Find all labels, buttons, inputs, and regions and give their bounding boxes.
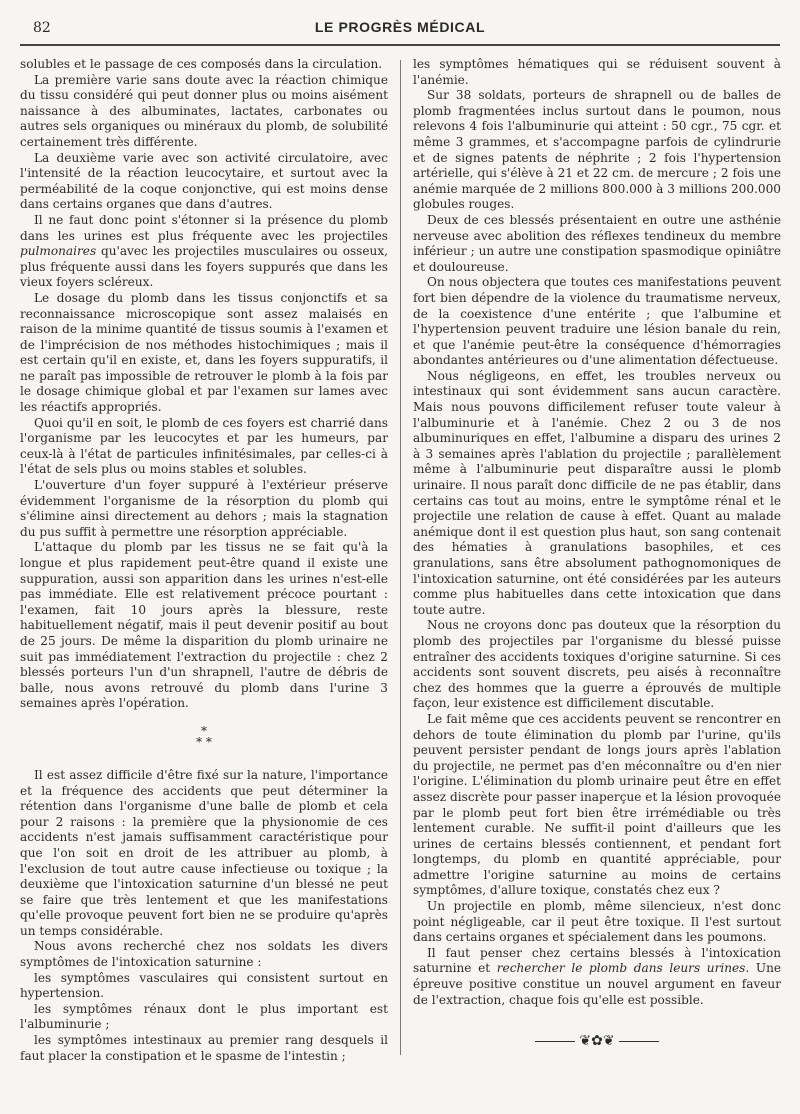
asterisk-top: *: [201, 723, 207, 738]
text-run: Une épreuve positive constitue un nouvel argument en faveur de l'extraction, chaque fois qu'elle est possible.: [413, 961, 782, 1007]
paragraph: On nous objectera que toutes ces manifestations peuvent fort bien dépendre de la violence du traumatisme nerveux, de la coexistence d'une entérite ; que l'albumine et l'hypertension peuvent traduire une lésion banale du rein, et que l'anémie peut-être la conséquence d'hémorragies abondantes antérieures ou d'une alimentation défectueuse.: [413, 275, 781, 368]
italic-emphasis: rechercher le plomb dans leurs urines.: [496, 961, 750, 976]
fleuron-icon: ❦✿❦: [579, 1033, 615, 1050]
list-item: les symptômes vasculaires qui consistent surtout en hypertension.: [20, 970, 388, 1001]
asterisk-bottom: * *: [196, 734, 212, 749]
paragraph: Deux de ces blessés présentaient en outre une asthénie nerveuse avec abolition des réflexes tendineux du membre inférieur ; un autre une constipation spasmodique opiniâtre et douloureuse.: [413, 212, 781, 274]
text-run: Il faut penser chez certains blessés à l'intoxication saturnine et: [413, 945, 781, 976]
running-header: [20, 18, 780, 46]
list-item: les symptômes rénaux dont le plus important est l'albuminurie ;: [20, 1001, 388, 1032]
paragraph: L'ouverture d'un foyer suppuré à l'extérieur préserve évidemment l'organisme de la résorption du plomb qui s'élimine ainsi directement au dehors ; mais la stagnation du pus suffit à permettre une résorption appréciable.: [20, 478, 388, 539]
italic-term: pulmonaires: [20, 244, 97, 259]
paragraph: [20, 213, 388, 291]
right-column: [413, 57, 781, 1050]
text-run: qu'avec les projectiles musculaires ou osseux, plus fréquente aussi dans les foyers suppurés que dans les vieux foyers scléreux.: [20, 244, 388, 290]
journal-title: LE PROGRÈS MÉDICAL: [314, 19, 486, 35]
paragraph: Quoi qu'il en soit, le plomb de ces foyers est charrié dans l'organisme par les leucocytes et par les humeurs, par ceux-là à l'état de particules infinitésimales, par celles-ci à l'état de sels plus ou moins stables et solubles.: [20, 415, 388, 477]
end-ornament: [413, 1034, 781, 1050]
paragraph: La deuxième varie avec son activité circulatoire, avec l'intensité de la réaction leucocytaire, et surtout avec la perméabilité de la coque conjonctive, qui est moins dense dans certains organes que dans d'autres.: [20, 150, 388, 212]
section-separator: [20, 723, 388, 749]
paragraph: La première varie sans doute avec la réaction chimique du tissu considéré qui peut donner plus ou moins aisément naissance à des albuminates, lactates, carbonates ou autres sels organiques ou minéraux du plomb, de solubilité certainement très différente.: [20, 72, 388, 149]
paragraph: [413, 946, 781, 1008]
paragraph: solubles et le passage de ces composés dans la circulation.: [20, 57, 383, 71]
paragraph: Le fait même que ces accidents peuvent se rencontrer en dehors de toute élimination du plomb par l'urine, qu'ils peuvent persister pendant de longs jours après l'ablation du projectile, ne permet pas d'en méconnaître ou d'en nier l'origine. L'élimination du plomb urinaire peut être en effet assez discrète pour passer inaperçue et la lésion provoquée par le plomb peut fort bien être irrémédiable ou très lentement curable. Ne suffit-il point d'ailleurs que les urines de certains blessés contiennent, et pendant fort longtemps, du plomb en quantité appréciable, pour admettre l'origine saturnine au moins de certains symptômes, d'allure toxique, constatés chez eux ?: [413, 711, 781, 898]
text-run: Il ne faut donc point s'étonner si la présence du plomb dans les urines est plus fréquente avec les projectiles: [20, 212, 388, 243]
ornament-rule-left: [535, 1041, 575, 1042]
paragraph: Nous avons recherché chez nos soldats les divers symptômes de l'intoxication saturnine :: [20, 939, 388, 970]
page-number: 82: [33, 20, 51, 36]
column-divider: [400, 60, 401, 1055]
paragraph: L'attaque du plomb par les tissus ne se fait qu'à la longue et plus rapidement peut-être quand il existe une suppuration, aussi son apparition dans les urines n'est-elle pas immédiate. Elle est relativement précoce pourtant : l'examen, fait 10 jours après la blessure, reste habituellement négatif, mais il peut devenir positif au bout de 25 jours. De même la disparition du plomb urinaire ne suit pas immédiatement l'extraction du projectile : chez 2 blessés porteurs l'un d'un shrapnell, l'autre de débris de balle, nous avons retrouvé du plomb dans l'urine 3 semaines après l'opération.: [20, 540, 388, 711]
paragraph: Nous négligeons, en effet, les troubles nerveux ou intestinaux qui sont évidemment sans aucun caractère. Mais nous pouvons difficilement refuser toute valeur à l'albuminurie et à l'anémie. Chez 2 ou 3 de nos albuminuriques en effet, l'albumine a disparu des urines 2 à 3 semaines après l'ablation du projectile ; parallèlement même à l'albuminurie peut disparaître aussi le plomb urinaire. Il nous paraît donc difficile de ne pas établir, dans certains cas tout au moins, entre le symptôme rénal et le projectile une relation de cause à effet. Quant au malade anémique dont il est question plus haut, son sang contenait des hématies à granulations basophiles, et ces granulations, sans être absolument pathognomoniques de l'intoxication saturnine, ont été considérées par les auteurs comme plus habituelles dans cette intoxication que dans toute autre.: [413, 368, 781, 617]
ornament-rule-right: [619, 1041, 659, 1042]
paragraph: Le dosage du plomb dans les tissus conjonctifs et sa reconnaissance microscopique sont assez malaisés en raison de la minime quantité de tissus soumis à l'examen et de l'imprécision de nos méthodes histochimiques ; mais il est certain qu'il en existe, et, dans les foyers suppuratifs, il ne paraît pas impossible de retrouver le plomb à la fois par le dosage chimique global et par l'examen sur lames avec les réactifs appropriés.: [20, 290, 388, 415]
list-item: les symptômes intestinaux au premier rang desquels il faut placer la constipation et le spasme de l'intestin ;: [20, 1033, 388, 1063]
paragraph: Sur 38 soldats, porteurs de shrapnell ou de balles de plomb fragmentées inclus surtout dans le poumon, nous relevons 4 fois l'albuminurie qui atteint : 50 cgr., 75 cgr. et même 3 grammes, et s'accompagne parfois de cylindrurie et de signes patents de néphrite ; 2 fois l'hypertension artérielle, qui s'élève à 21 et 22 cm. de mercure ; 2 fois une anémie marquée de 2 millions 800.000 à 3 millions 200.000 globules rouges.: [413, 88, 781, 212]
paragraph: Il est assez difficile d'être fixé sur la nature, l'importance et la fréquence des accidents que peut déterminer la rétention dans l'organisme d'une balle de plomb et cela pour 2 raisons : la première que la physionomie de ces accidents n'est jamais suffisamment caractéristique pour que l'on soit en droit de les attribuer au plomb, à l'exclusion de tout autre cause infectieuse ou toxique ; la deuxième que l'intoxication saturnine d'un blessé ne peut se faire que très lentement et que les manifestations qu'elle provoque peuvent fort bien ne se produire qu'après un temps considérable.: [20, 767, 388, 938]
paragraph: Un projectile en plomb, même silencieux, n'est donc point négligeable, car il peut être toxique. Il l'est surtout dans certains organes et spécialement dans les poumons.: [413, 899, 781, 945]
paragraph: Nous ne croyons donc pas douteux que la résorption du plomb des projectiles par l'organisme du blessé puisse entraîner des accidents toxiques d'origine saturnine. Si ces accidents sont souvent discrets, peu aisés à reconnaître chez des hommes que la guerre a éprouvés de multiple façon, leur existence est difficilement discutable.: [413, 618, 781, 711]
left-column: [20, 57, 388, 1064]
list-item: les symptômes hématiques qui se réduisent souvent à l'anémie.: [413, 57, 781, 87]
